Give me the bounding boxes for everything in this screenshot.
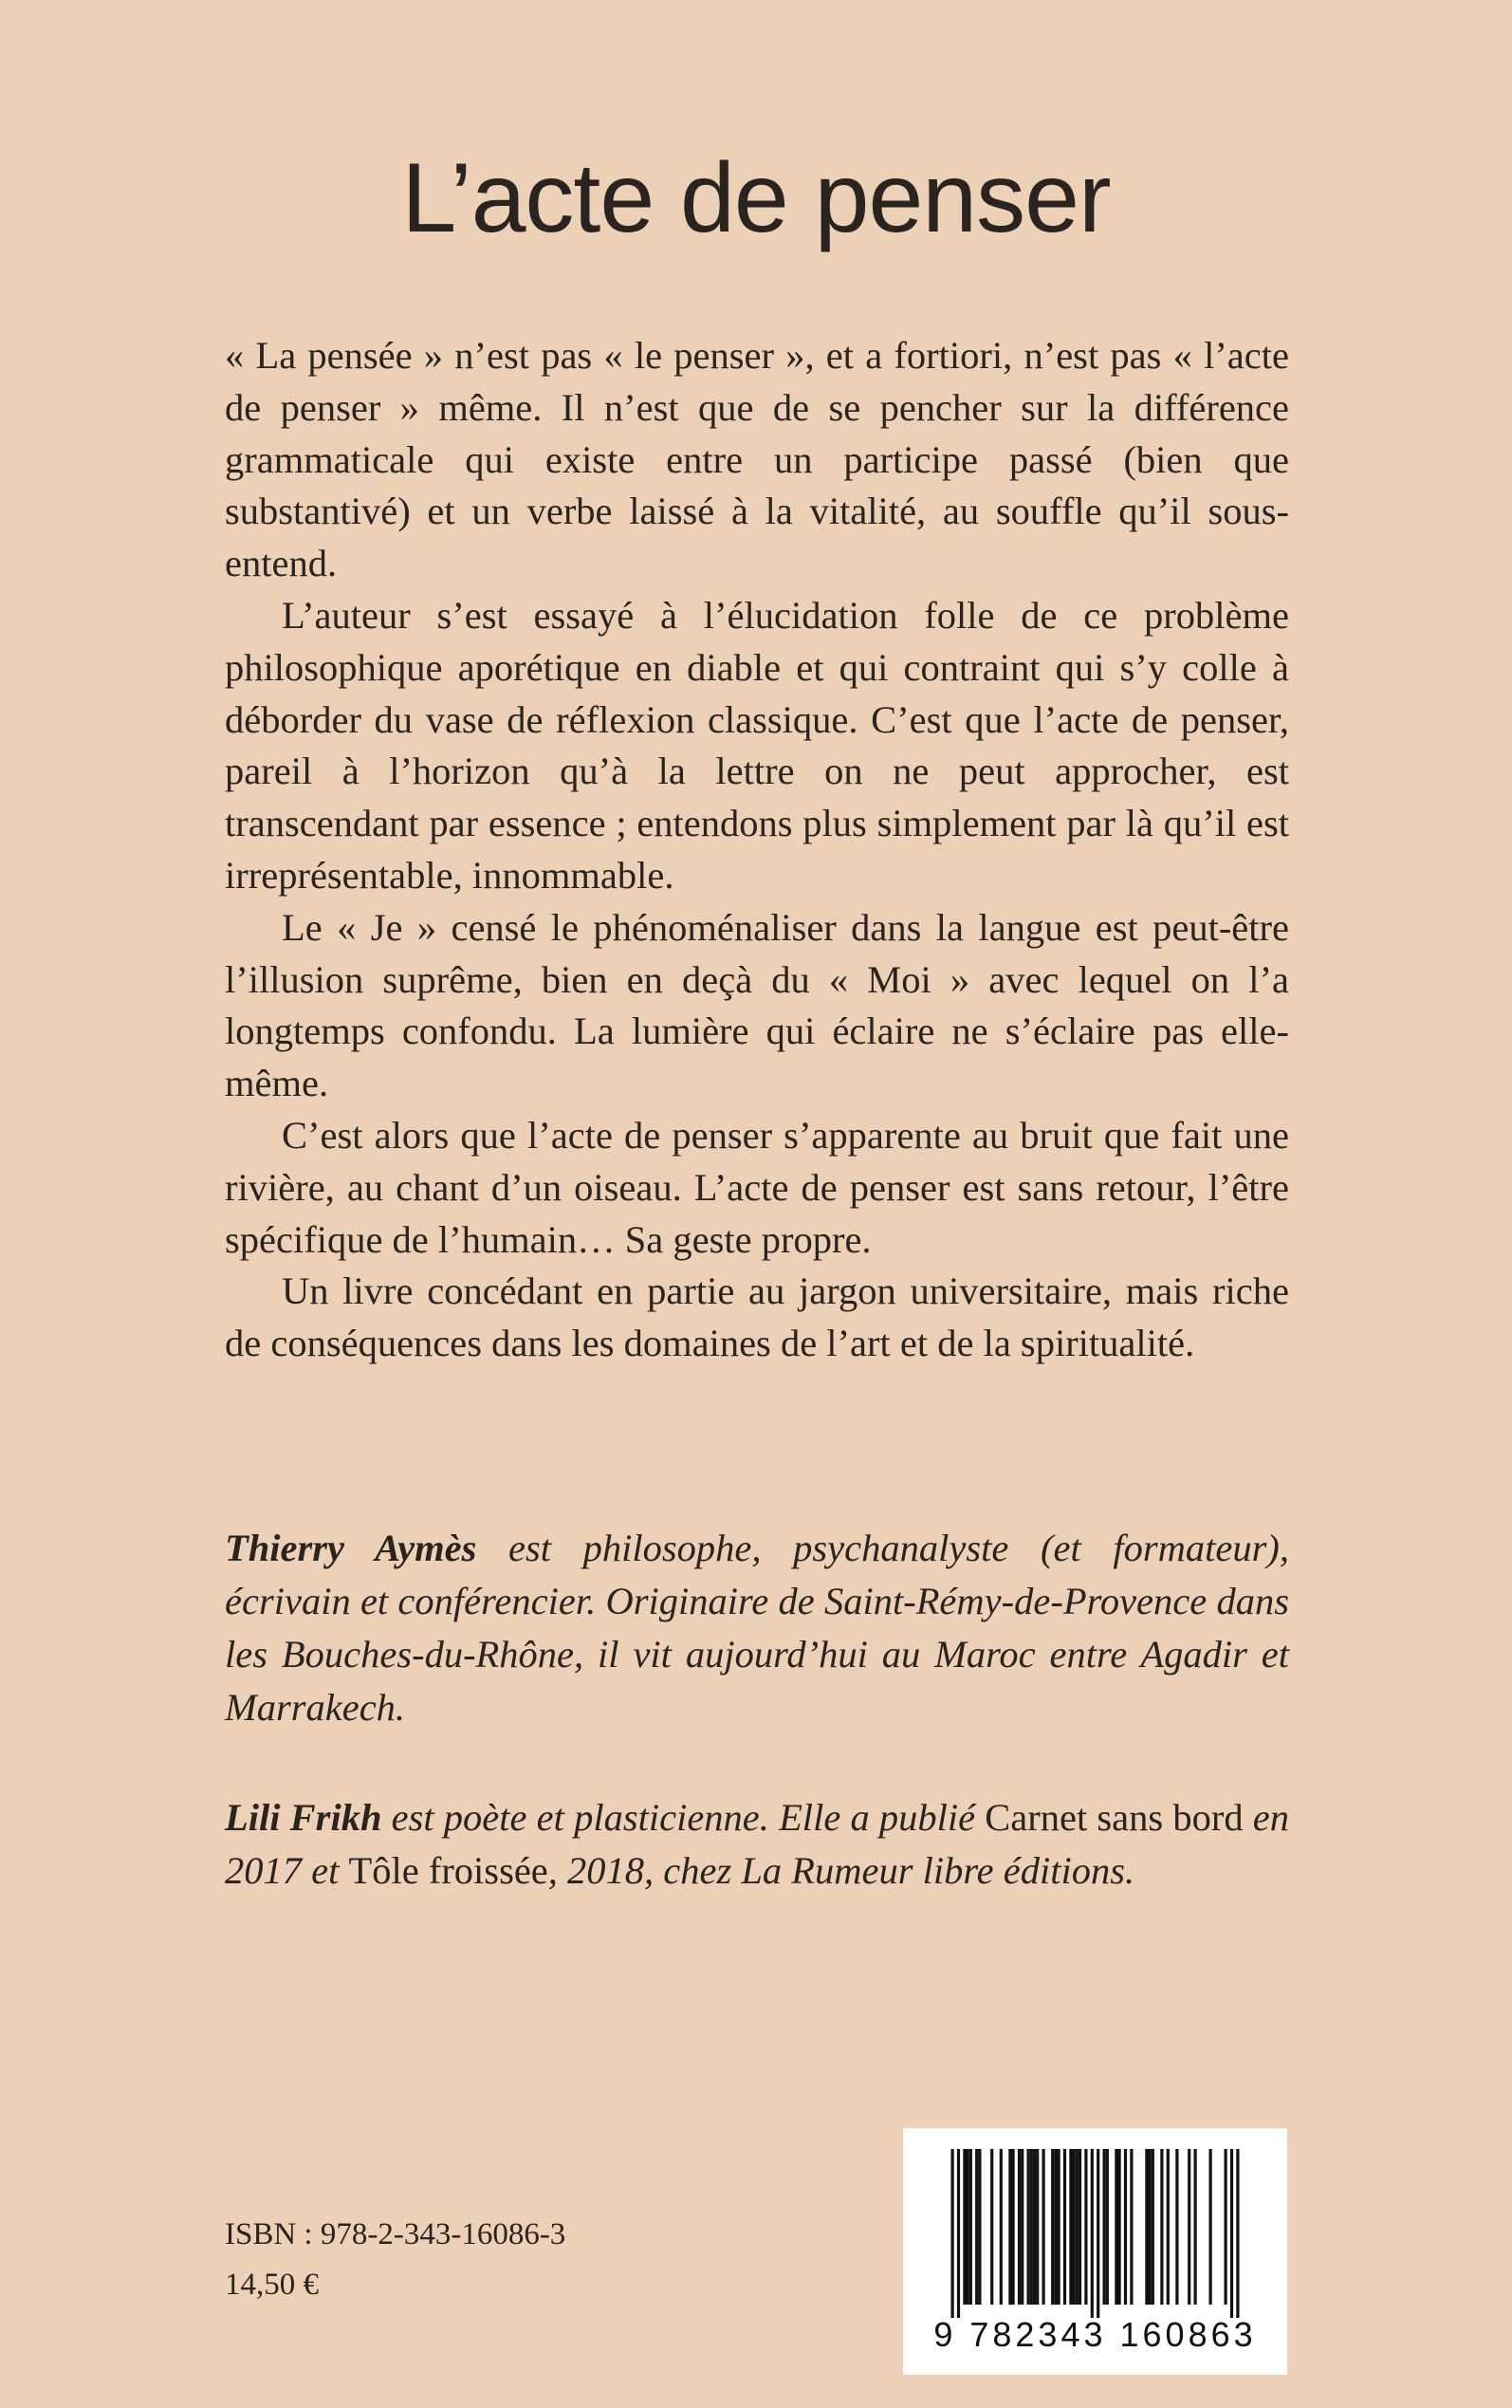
blurb-paragraph: L’auteur s’est essayé à l’élucidation folle de ce problème philosophique aporétique en diable et qui contraint qui s’y colle à déborder du vase de réflexion classique. C’est que l’acte de penser, pareil à l’horizon qu’à la lettre on ne peut approcher, est transcendant par essence ; entendons plus simplement par là qu’il est irreprésentable, innommable. [225, 593, 1289, 897]
barcode-bar [1175, 2149, 1178, 2305]
author-bio [225, 1522, 1289, 1734]
barcode-bar [978, 2149, 981, 2305]
barcode-bar [1079, 2149, 1081, 2305]
artist-book-2: Tôle froissée [348, 1849, 548, 1892]
barcode-bar [1209, 2149, 1212, 2305]
barcode-bar [1058, 2149, 1060, 2305]
barcode-bar [1042, 2149, 1045, 2305]
blurb-paragraph: « La pensée » n’est pas « le penser », et a fortiori, n’est pas « l’acte de penser » même. Il n’est que de se pencher sur la différence grammaticale qui existe entre un participe passé (bien que substantivé) et un verbe laissé à la vitalité, au souffle qu’il sous-entend. [225, 334, 1289, 585]
isbn-label: ISBN : 978-2-343-16086-3 [225, 2217, 566, 2251]
barcode-bar [957, 2149, 960, 2318]
barcode-bar [1030, 2149, 1033, 2305]
barcode-bar [1018, 2149, 1021, 2305]
barcode-bar [1063, 2149, 1066, 2305]
barcode-bar [1069, 2149, 1072, 2305]
price-label: 14,50 € [225, 2268, 319, 2302]
barcode-bar [975, 2149, 978, 2305]
barcode-bar [1115, 2149, 1117, 2305]
barcode-bar [1008, 2149, 1011, 2305]
blurb-paragraph: C’est alors que l’acte de penser s’apparente au bruit que fait une rivière, au chant d’un oiseau. L’acte de penser est sans retour, l’être spécifique de l’humain… Sa geste propre. [225, 1113, 1289, 1261]
barcode-bar [1124, 2149, 1127, 2305]
barcode-bar [1084, 2149, 1087, 2305]
barcode-bar [1188, 2149, 1190, 2305]
barcode-bar [1167, 2149, 1170, 2305]
barcode-bar [1054, 2149, 1057, 2305]
author-bio-text: est philosophe, psychanalyste (et formateur), écrivain et conférencier. Originaire de Saint-Rémy-de-Provence dans les Bouches-du-Rhône, il vit aujourd’hui au Maroc entre Agadir et Marrakech. [225, 1527, 1289, 1729]
barcode-bar [951, 2149, 954, 2318]
artist-bio [225, 1791, 1289, 1898]
barcode-bar [990, 2149, 993, 2305]
barcode-bar [963, 2149, 966, 2305]
barcode-bar [1106, 2149, 1109, 2305]
barcode-bar [967, 2149, 969, 2305]
book-title: L’acte de penser [401, 143, 1111, 253]
barcode-bar [1073, 2149, 1076, 2305]
book-blurb [225, 330, 1289, 1370]
barcode-bar [1149, 2149, 1152, 2305]
barcode-bar [1194, 2149, 1197, 2305]
barcode-bar [1152, 2149, 1154, 2305]
barcode-bar [1160, 2149, 1163, 2305]
artist-bio-text-2: en 2017 et [225, 1796, 1289, 1892]
barcode-bar [1225, 2149, 1227, 2305]
barcode-bar [1012, 2149, 1015, 2305]
barcode-bar [1000, 2149, 1003, 2305]
barcode-bar [1076, 2149, 1079, 2305]
barcode-bar [1021, 2149, 1023, 2305]
barcode-bar [1033, 2149, 1036, 2305]
barcode-bar [1145, 2149, 1148, 2305]
blurb-paragraph: Un livre concédant en partie au jargon universitaire, mais riche de conséquences dans les domaines de l’art et de la spiritualité. [225, 1269, 1289, 1365]
artist-name: Lili Frikh [225, 1796, 382, 1839]
barcode-bar [1230, 2149, 1233, 2318]
barcode-digits: 9 782343 160863 [933, 2315, 1257, 2354]
barcode-bar [1091, 2149, 1094, 2318]
barcode-bar [1036, 2149, 1039, 2305]
barcode-bar [969, 2149, 972, 2305]
barcode-bar [1103, 2149, 1106, 2305]
artist-bio-text-3: , 2018, chez La Rumeur libre éditions. [547, 1849, 1135, 1892]
barcode-bar [1097, 2149, 1099, 2318]
artist-book-1: Carnet sans bord [985, 1796, 1244, 1839]
barcode-bar [1027, 2149, 1030, 2305]
author-name: Thierry Aymès [225, 1527, 477, 1569]
barcode-bar [1118, 2149, 1121, 2305]
barcode-bar [1051, 2149, 1054, 2305]
barcode-bar [1236, 2149, 1239, 2318]
blurb-paragraph: Le « Je » censé le phénoménaliser dans la langue est peut-être l’illusion suprême, bien en deçà du « Moi » avec lequel on l’a longtemps confondu. La lumière qui éclaire ne s’éclaire pas elle-même. [225, 905, 1289, 1105]
barcode-bar [1130, 2149, 1133, 2305]
artist-bio-text-1: est poète et plasticienne. Elle a publié [381, 1796, 986, 1839]
